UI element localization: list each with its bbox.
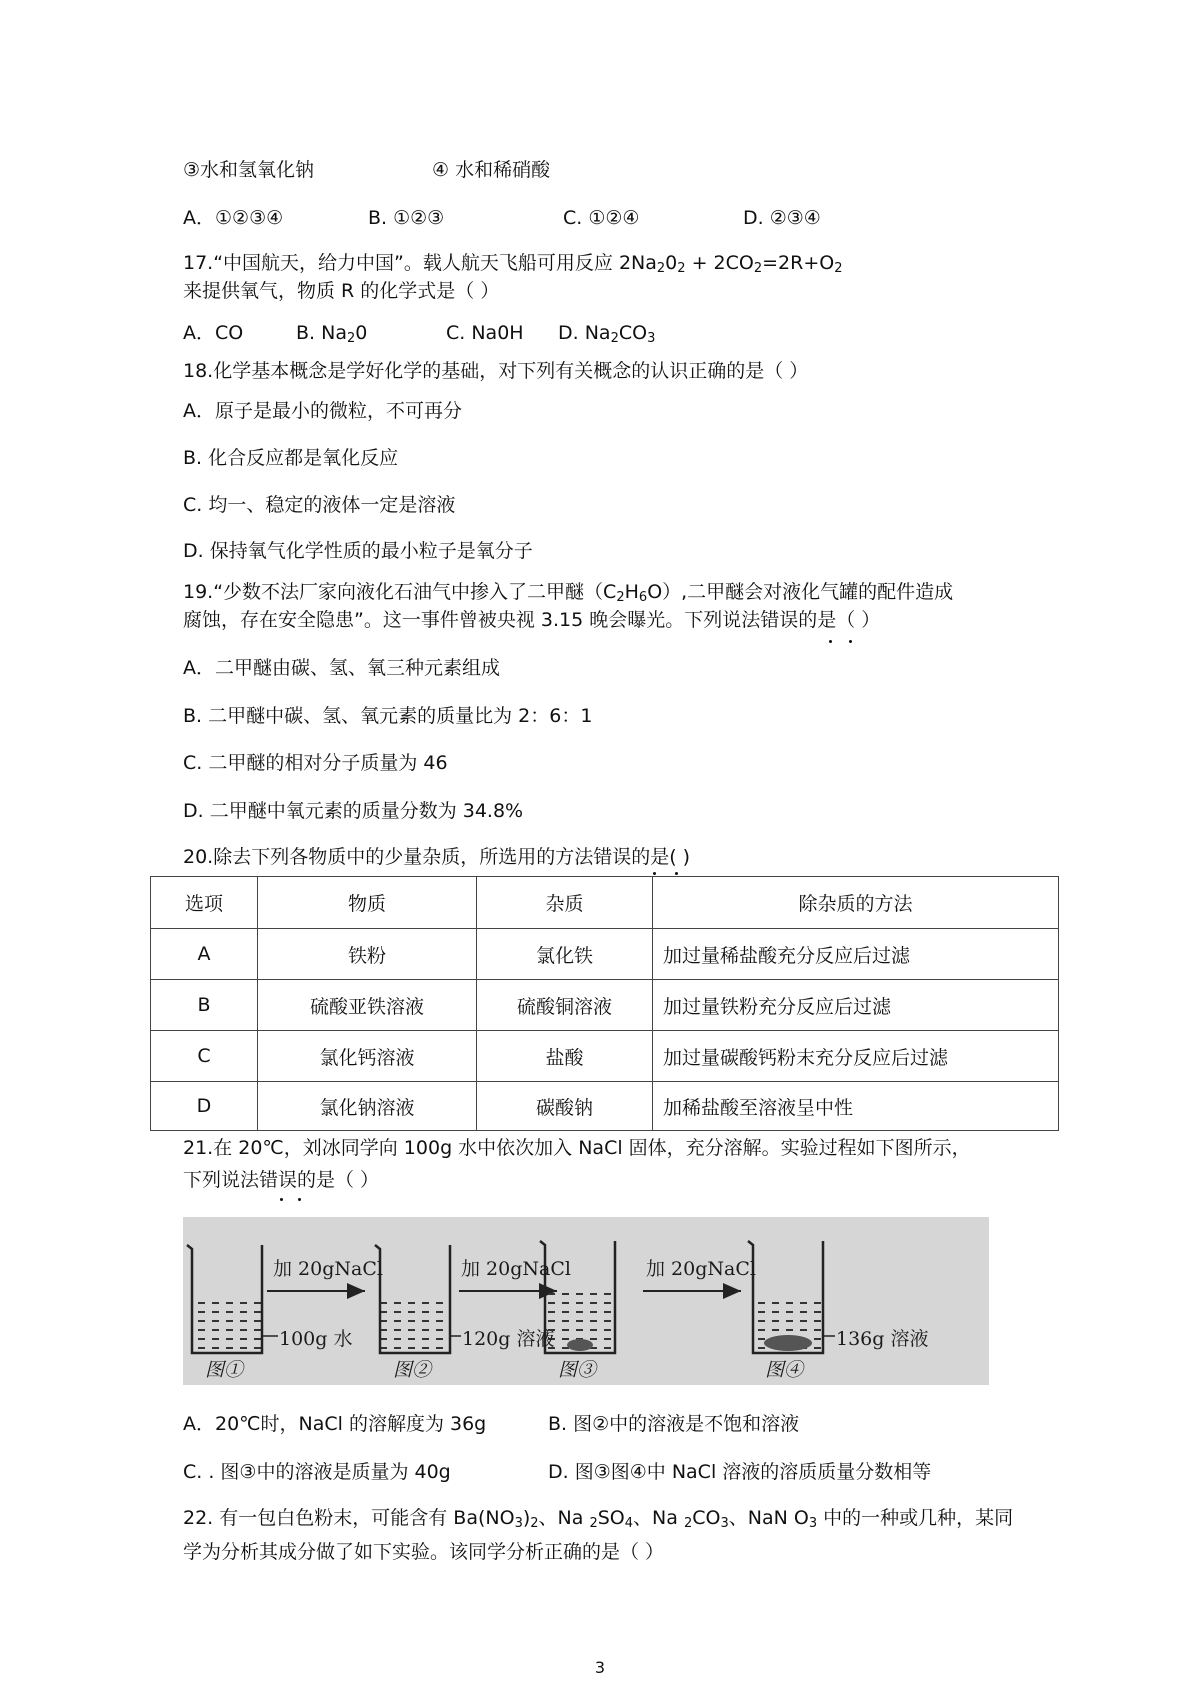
beaker-experiment-figure — [183, 1217, 989, 1385]
table-cell: 加稀盐酸至溶液呈中性 — [653, 1082, 1059, 1131]
q16-choice-c: C. ①②④ — [563, 207, 640, 229]
table-cell: 氯化钠溶液 — [258, 1082, 477, 1131]
q16-choice-d: D. ②③④ — [743, 207, 821, 229]
table-cell: 硫酸亚铁溶液 — [258, 980, 477, 1031]
q16-choice-a: A．①②③④ — [183, 207, 284, 229]
table-cell: A — [151, 929, 258, 980]
beaker-4 — [748, 1241, 823, 1353]
q22-stem-line2: 学为分析其成分做了如下实验。该同学分析正确的是（ ） — [183, 1541, 665, 1563]
q20-stem: 20.除去下列各物质中的少量杂质，所选用的方法错误的是( ) — [183, 846, 691, 868]
table-row — [151, 980, 1059, 1031]
q21-stem: 21.在 20℃，刘冰同学向 100g 水中依次加入 NaCl 固体，充分溶解。实验过程如下图所示， — [183, 1137, 971, 1159]
table-row — [151, 1082, 1059, 1131]
solution-mass-label-2: 120g 溶液 — [462, 1328, 555, 1350]
figure-caption-4: 图④ — [765, 1359, 804, 1381]
table-cell: 氯化钙溶液 — [258, 1031, 477, 1082]
q21-option-a: A．20℃时，NaCl 的溶解度为 36g — [183, 1413, 487, 1435]
q22-stem: 22. 有一包白色粉末，可能含有 $Ba(NO_3)_2$、Na $_2SO_4$、Na $_2CO_3$、NaN $O_3$ 中的一种或几种，某同 — [183, 1507, 1014, 1531]
page-number: 3 — [594, 1658, 606, 1677]
figure-caption-3: 图③ — [558, 1359, 597, 1381]
q21-option-d: D. 图③图④中 NaCl 溶液的溶质质量分数相等 — [548, 1461, 932, 1483]
q18-option-c: C. 均一、稳定的液体一定是溶液 — [183, 494, 456, 516]
table-header: 选项 — [151, 877, 258, 929]
table-cell: 氯化铁 — [477, 929, 653, 980]
emphasis-dot — [829, 640, 832, 643]
q17-stem-line2: 来提供氧气，物质 R 的化学式是（ ） — [183, 280, 500, 302]
impurity-table — [150, 876, 1059, 1131]
beaker-2 — [375, 1245, 450, 1353]
solution-mass-label-4: 136g 溶液 — [836, 1328, 929, 1350]
table-cell: 铁粉 — [258, 929, 477, 980]
add-nacl-label-2: 加 20gNaCl — [461, 1258, 571, 1280]
table-cell: 硫酸铜溶液 — [477, 980, 653, 1031]
q17-choice-d: D. $Na_2CO_3$ — [558, 322, 656, 346]
q17-choice-c: C. Na0H — [446, 322, 524, 344]
q16-item3: ③水和氢氧化钠 — [183, 159, 315, 181]
figure-caption-2: 图② — [393, 1359, 432, 1381]
q21-option-c: C. . 图③中的溶液是质量为 40g — [183, 1461, 451, 1483]
q18-option-d: D. 保持氧气化学性质的最小粒子是氧分子 — [183, 540, 533, 562]
table-header: 物质 — [258, 877, 477, 929]
q17-choice-b: B. $Na_20$ — [296, 322, 368, 346]
q17-choice-a: A．CO — [183, 322, 244, 344]
emphasis-dot — [653, 872, 656, 875]
table-cell: D — [151, 1082, 258, 1131]
q19-option-c: C. 二甲醚的相对分子质量为 46 — [183, 752, 448, 774]
table-cell: 盐酸 — [477, 1031, 653, 1082]
q19-option-b: B. 二甲醚中碳、氢、氧元素的质量比为 2：6：1 — [183, 705, 593, 727]
table-header: 除杂质的方法 — [653, 877, 1059, 929]
table-cell: C — [151, 1031, 258, 1082]
emphasis-dot — [280, 1198, 283, 1201]
q19-stem: 19.“少数不法厂家向液化石油气中掺入了二甲醚$(C_2H_6O)$,二甲醚会对液化气罐的配件造成 — [183, 581, 954, 605]
add-nacl-label-3: 加 20gNaCl — [646, 1258, 756, 1280]
emphasis-dot — [298, 1198, 301, 1201]
table-header-row — [151, 877, 1059, 929]
q18-stem: 18.化学基本概念是学好化学的基础，对下列有关概念的认识正确的是（ ） — [183, 360, 809, 382]
q19-stem-line2: 腐蚀，存在安全隐患”。这一事件曾被央视 3.15 晚会曝光。下列说法错误的是（ ） — [183, 609, 881, 631]
q19-option-a: A．二甲醚由碳、氢、氧三种元素组成 — [183, 657, 500, 679]
table-row — [151, 929, 1059, 980]
q21-option-b: B. 图②中的溶液是不饱和溶液 — [548, 1413, 800, 1435]
q18-option-a: A．原子是最小的微粒，不可再分 — [183, 400, 462, 422]
q21-stem-line2: 下列说法错误的是（ ） — [183, 1169, 380, 1191]
figure-caption-1: 图① — [205, 1359, 244, 1381]
emphasis-dot — [849, 640, 852, 643]
table-row — [151, 1031, 1059, 1082]
q19-option-d: D. 二甲醚中氧元素的质量分数为 34.8% — [183, 800, 524, 822]
table-cell: 碳酸钠 — [477, 1082, 653, 1131]
table-header: 杂质 — [477, 877, 653, 929]
table-cell: B — [151, 980, 258, 1031]
beaker-1 — [187, 1245, 262, 1353]
table-cell: 加过量铁粉充分反应后过滤 — [653, 980, 1059, 1031]
table-cell: 加过量稀盐酸充分反应后过滤 — [653, 929, 1059, 980]
q17-stem: 17.“中国航天，给力中国”。载人航天飞船可用反应 $2Na_20_2 + 2CO_2=2R+O_2$ — [183, 252, 843, 276]
emphasis-dot — [675, 872, 678, 875]
q16-choice-b: B. ①②③ — [368, 207, 445, 229]
add-nacl-label-1: 加 20gNaCl — [273, 1258, 383, 1280]
q18-option-b: B. 化合反应都是氧化反应 — [183, 447, 399, 469]
table-cell: 加过量碳酸钙粉末充分反应后过滤 — [653, 1031, 1059, 1082]
q16-item4: ④ 水和稀硝酸 — [432, 159, 551, 181]
water-mass-label: 100g 水 — [279, 1328, 353, 1350]
